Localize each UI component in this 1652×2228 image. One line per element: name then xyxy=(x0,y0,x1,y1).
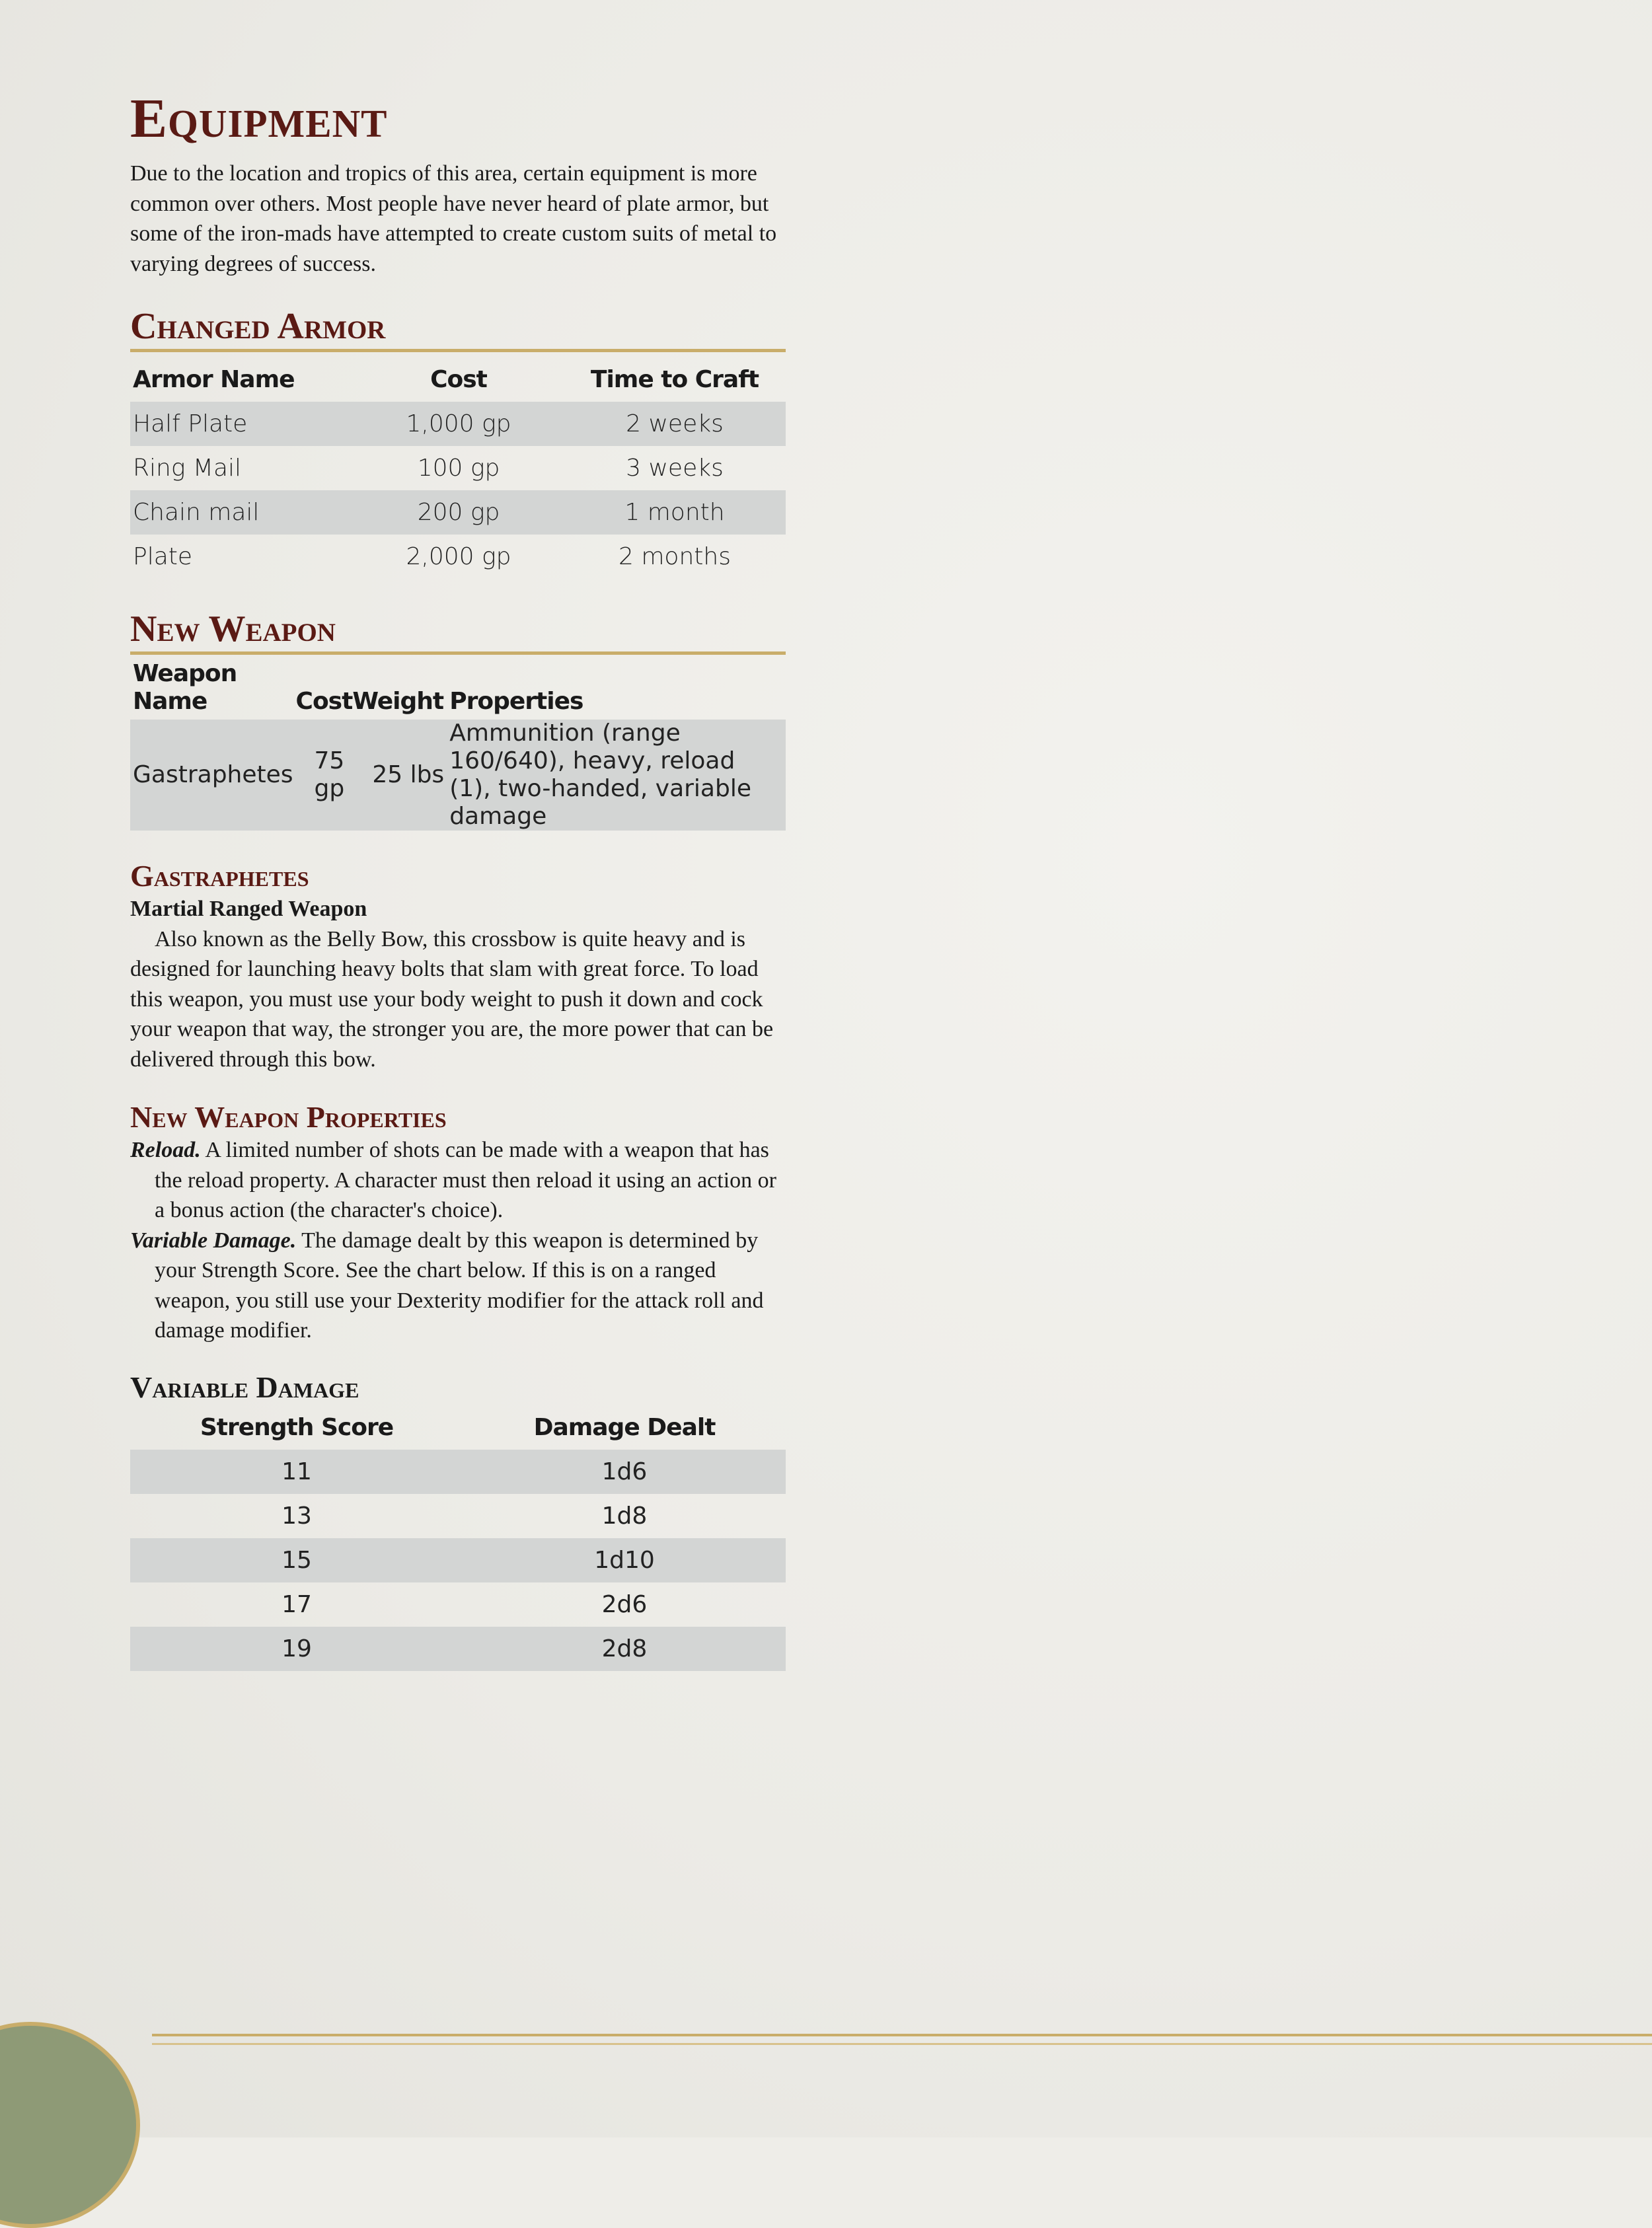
weapon-weight: 25 lbs xyxy=(352,720,447,831)
table-row xyxy=(130,1627,786,1671)
weapon-type: Martial Ranged Weapon xyxy=(130,897,367,921)
armor-name: Plate xyxy=(133,543,193,570)
footer-border xyxy=(152,2043,1652,2045)
armor-name: Ring Mail xyxy=(133,455,242,482)
armor-time: 2 weeks xyxy=(564,402,786,446)
column-header: Cost xyxy=(295,688,353,715)
weapon-cost: 75 gp xyxy=(296,720,353,831)
page-title: Equipment xyxy=(130,88,388,149)
table-header-row xyxy=(130,660,786,720)
armor-time: 2 months xyxy=(619,543,731,570)
properties-heading: New Weapon Properties xyxy=(130,1100,447,1134)
column-header: Cost xyxy=(430,366,487,393)
property-text: A limited number of shots can be made with a weapon that has the reload property. A character must then reload it using an action or a bonus action (the character's choice). xyxy=(155,1138,776,1222)
weapon-table xyxy=(130,660,786,831)
variable-damage-table xyxy=(130,1405,786,1671)
property-variable-damage xyxy=(130,1226,786,1346)
strength-score: 13 xyxy=(282,1502,312,1530)
column-header: Damage Dealt xyxy=(533,1413,716,1441)
damage-dealt: 1d8 xyxy=(601,1502,648,1530)
armor-cost: 2,000 gp xyxy=(406,543,511,570)
strength-score: 19 xyxy=(130,1627,463,1671)
column-header: Weapon Name xyxy=(133,660,237,715)
table-row xyxy=(130,402,786,446)
armor-table xyxy=(130,357,786,579)
damage-dealt: 1d6 xyxy=(463,1450,786,1494)
strength-score: 17 xyxy=(282,1590,312,1618)
property-name: Reload. xyxy=(130,1138,201,1162)
table-header-row xyxy=(130,1405,786,1450)
variable-damage-heading: Variable Damage xyxy=(130,1370,359,1404)
strength-score: 11 xyxy=(130,1450,463,1494)
property-reload xyxy=(130,1135,786,1226)
weapon-name: Gastraphetes xyxy=(130,720,296,831)
column-header: Weight xyxy=(352,688,444,715)
table-row xyxy=(130,720,786,831)
property-text: The damage dealt by this weapon is determined by your Strength Score. See the chart below. If this is on a ranged weapon, you still use your Dexterity modifier for the attack roll and damage modifier. xyxy=(155,1228,764,1343)
table-row xyxy=(130,446,786,490)
content-column xyxy=(130,86,786,1671)
armor-time: 3 weeks xyxy=(626,455,724,482)
strength-score: 15 xyxy=(130,1538,463,1582)
table-row xyxy=(130,535,786,579)
table-row xyxy=(130,490,786,535)
table-row xyxy=(130,1494,786,1538)
armor-time: 1 month xyxy=(564,490,786,535)
damage-dealt: 2d8 xyxy=(463,1627,786,1671)
gastraphetes-heading: Gastraphetes xyxy=(130,859,309,893)
property-name: Variable Damage. xyxy=(130,1228,297,1253)
column-header: Armor Name xyxy=(133,366,295,393)
armor-name: Half Plate xyxy=(130,402,354,446)
damage-dealt: 2d6 xyxy=(601,1590,648,1618)
weapon-properties: Ammunition (range 160/640), heavy, reload (1), two-handed, variable damage xyxy=(447,720,786,831)
weapon-heading: New Weapon xyxy=(130,608,786,655)
footer-border xyxy=(152,2034,1652,2036)
table-header-row xyxy=(130,357,786,402)
column-header: Strength Score xyxy=(200,1413,394,1441)
armor-name: Chain mail xyxy=(130,490,354,535)
armor-cost: 200 gp xyxy=(354,490,564,535)
gastraphetes-description: Also known as the Belly Bow, this crossbow is quite heavy and is designed for launching heavy bolts that slam with great force. To load this weapon, you must use your body weight to push it down and cock your weapon that way, the stronger you are, the more power that can be delivered through this bow. xyxy=(130,926,774,1072)
armor-heading: Changed Armor xyxy=(130,305,786,352)
damage-dealt: 1d10 xyxy=(463,1538,786,1582)
intro-paragraph: Due to the location and tropics of this area, certain equipment is more common over others. Most people have never heard of plate armor, but some of the iron-mads have attempted to create custom suits of metal to varying degrees of success. xyxy=(130,161,777,276)
armor-cost: 1,000 gp xyxy=(354,402,564,446)
column-header: Time to Craft xyxy=(590,366,759,393)
armor-cost: 100 gp xyxy=(417,455,500,482)
table-row xyxy=(130,1450,786,1494)
table-row xyxy=(130,1582,786,1627)
column-header: Properties xyxy=(449,688,583,715)
table-row xyxy=(130,1538,786,1582)
